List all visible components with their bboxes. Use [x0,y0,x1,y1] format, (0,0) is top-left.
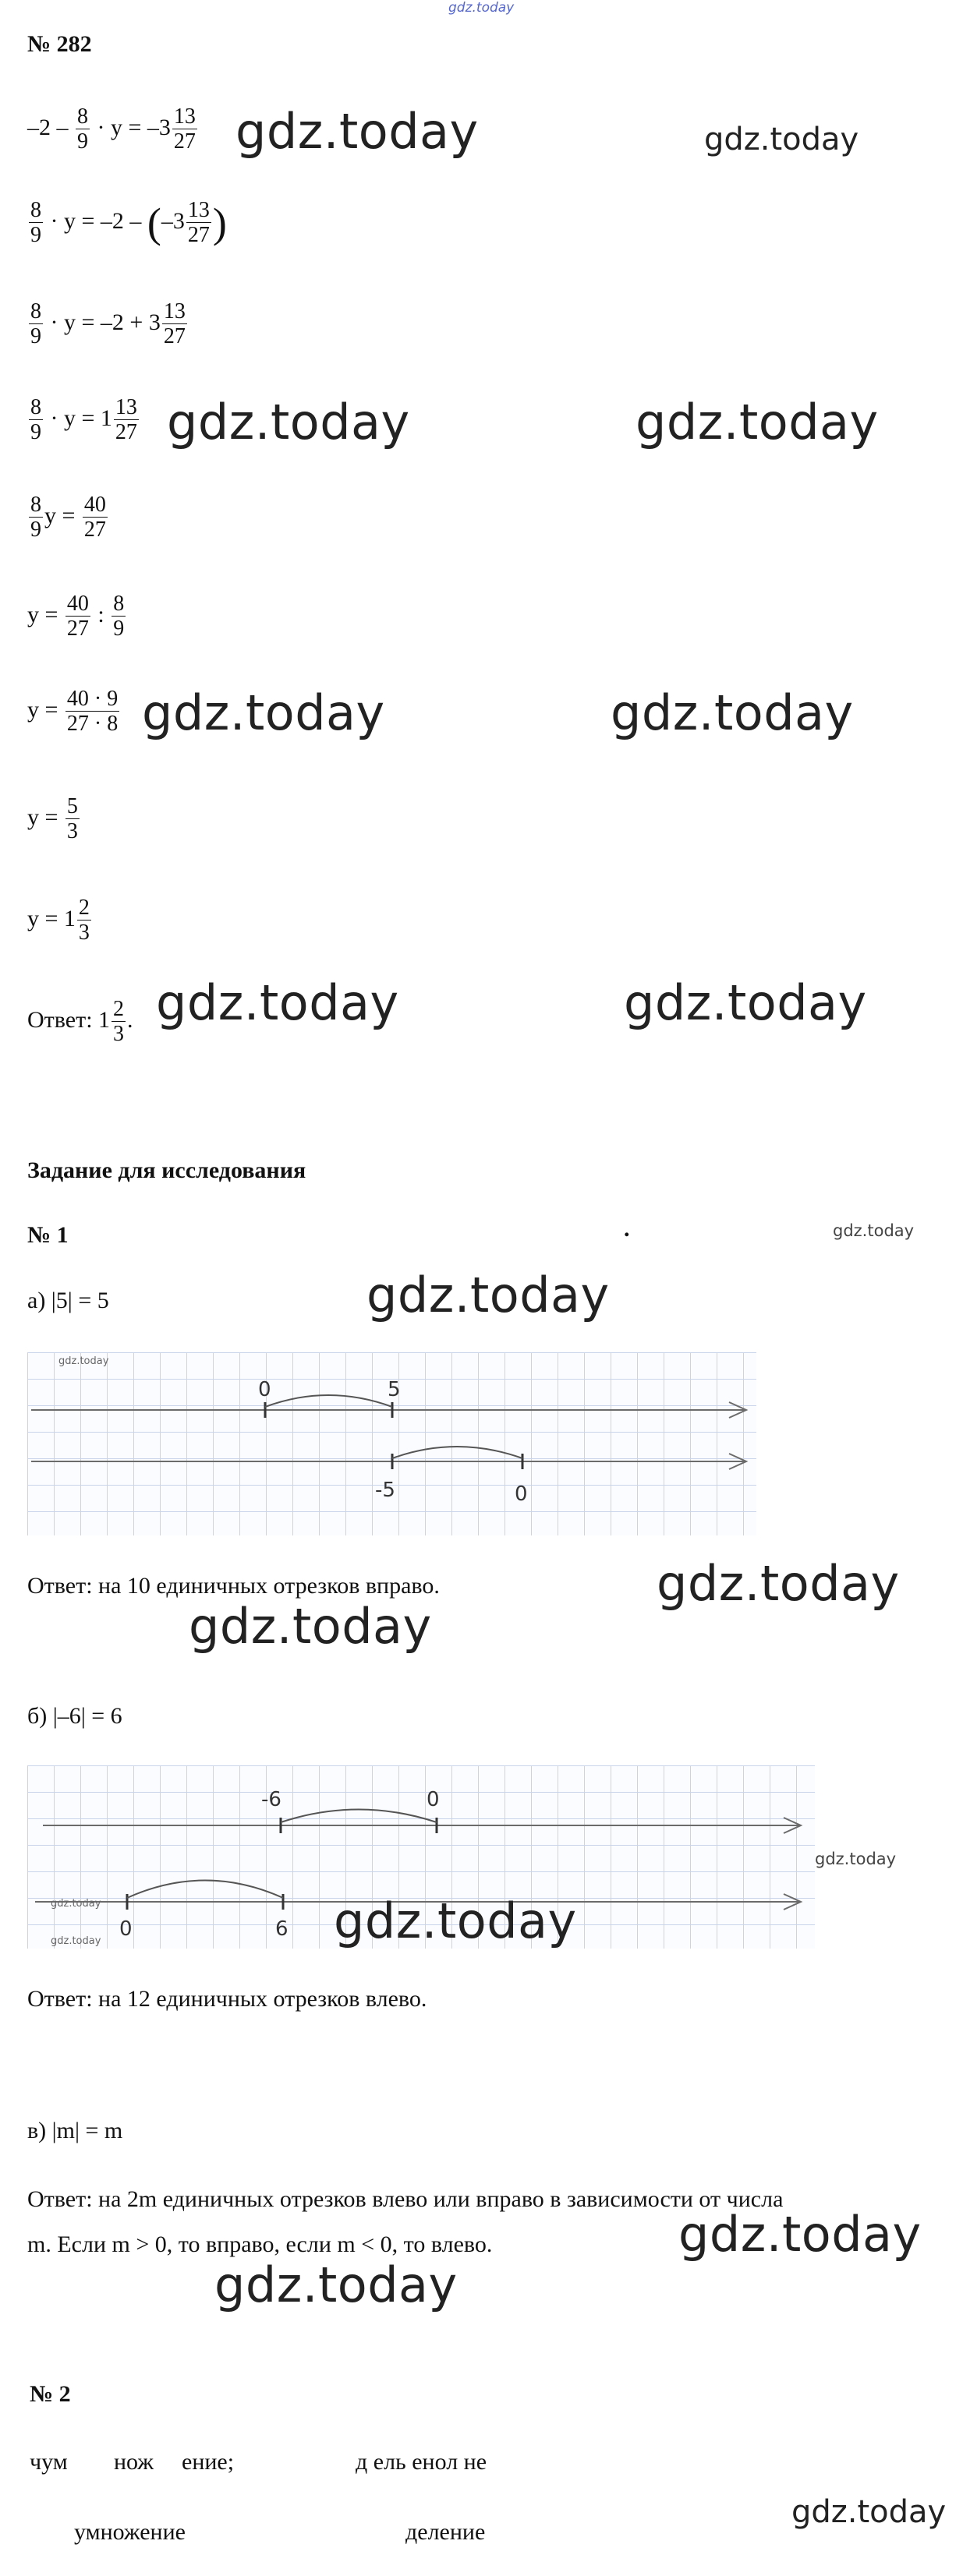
watermark: gdz.today [167,394,410,451]
task-1c-answer-line-1: Ответ: на 2m единичных отрезков влево или вправо в зависимости от числа [27,2186,784,2212]
fragment-4: д ель енол не [356,2449,487,2475]
number-line-grid-a [27,1352,756,1535]
watermark: gdz.today [156,974,399,1031]
fragment-2: нож [114,2449,154,2475]
mark-a-top-5: 5 [388,1378,401,1401]
watermark: gdz.today [334,1892,577,1949]
research-heading: Задание для исследования [27,1157,306,1183]
watermark: gdz.today [624,974,867,1031]
mark-b-top-minus6: -6 [261,1788,281,1811]
watermark: gdz.today [235,103,479,160]
mark-b-bottom-0: 0 [119,1917,133,1941]
watermark: gdz.today [189,1598,432,1655]
watermark: gdz.today [791,2494,947,2530]
mark-b-bottom-6: 6 [275,1917,289,1941]
task-1a-answer: Ответ: на 10 единичных отрезков вправо. [27,1573,440,1599]
task-1b-label: б) |–6| = 6 [27,1703,122,1729]
watermark: gdz.today [657,1555,900,1612]
word-umnozhenie: умножение [74,2519,186,2545]
watermark: gdz.today [51,1935,101,1947]
equation-line-8: y = $\frac{5}{3}$ [27,794,78,844]
watermark: gdz.today [142,684,385,741]
task-1c-label: в) |m| = m [27,2118,123,2143]
fragment-1: чум [30,2449,68,2475]
watermark: gdz.today [636,394,879,451]
task-1b-answer: Ответ: на 12 единичных отрезков влево. [27,1986,427,2012]
word-delenie: деление [405,2519,486,2545]
equation-line-7: y = $\frac{40 \cdot 9}{27 \cdot 8}$ [27,687,119,737]
watermark: gdz.today [214,2256,458,2313]
mark-a-bottom-0: 0 [515,1482,528,1506]
watermark: gdz.today [611,684,854,741]
equation-line-2: $\frac{8}{9}$ · y = –2 – (–3 $\frac{13}{27}$ ) [30,198,227,248]
number-line-drawing-a [27,1352,756,1535]
answer-282: Ответ: 1 $\frac{2}{3}$ . [27,997,133,1047]
watermark: gdz.today [833,1221,915,1240]
equation-line-1: –2 – $\frac{8}{9}$ · y = –3 $\frac{13}{27}$ [27,104,196,154]
mark-b-top-0: 0 [427,1788,440,1811]
task-1c-answer-line-2: m. Если m > 0, то вправо, если m < 0, то влево. [27,2231,493,2257]
watermark-top: gdz.today [448,0,515,16]
task-2-row-1 [30,2449,487,2475]
watermark: gdz.today [51,1898,101,1910]
stray-dot: . [624,1216,630,1242]
watermark: gdz.today [366,1267,610,1323]
fragment-3: ение; [182,2449,235,2475]
equation-line-5: $\frac{8}{9}$ y = $\frac{40}{27}$ [30,493,106,542]
problem-282-title: № 282 [27,31,92,57]
mark-a-bottom-minus5: -5 [375,1479,395,1502]
mark-a-top-0: 0 [258,1378,271,1401]
watermark: gdz.today [58,1355,109,1367]
watermark: gdz.today [704,122,859,157]
task-1-title: № 1 [27,1222,69,1248]
task-2-title: № 2 [30,2381,71,2407]
watermark: gdz.today [815,1850,897,1868]
watermark: gdz.today [678,2206,922,2263]
equation-line-9: y = 1 $\frac{2}{3}$ [27,896,90,945]
equation-line-4: $\frac{8}{9}$ · y = 1 $\frac{13}{27}$ [30,395,137,445]
task-1a-label: а) |5| = 5 [27,1288,109,1313]
equation-line-6: y = $\frac{40}{27}$ : $\frac{8}{9}$ [27,592,125,641]
equation-line-3: $\frac{8}{9}$ · y = –2 + 3 $\frac{13}{27}$ [30,299,186,349]
